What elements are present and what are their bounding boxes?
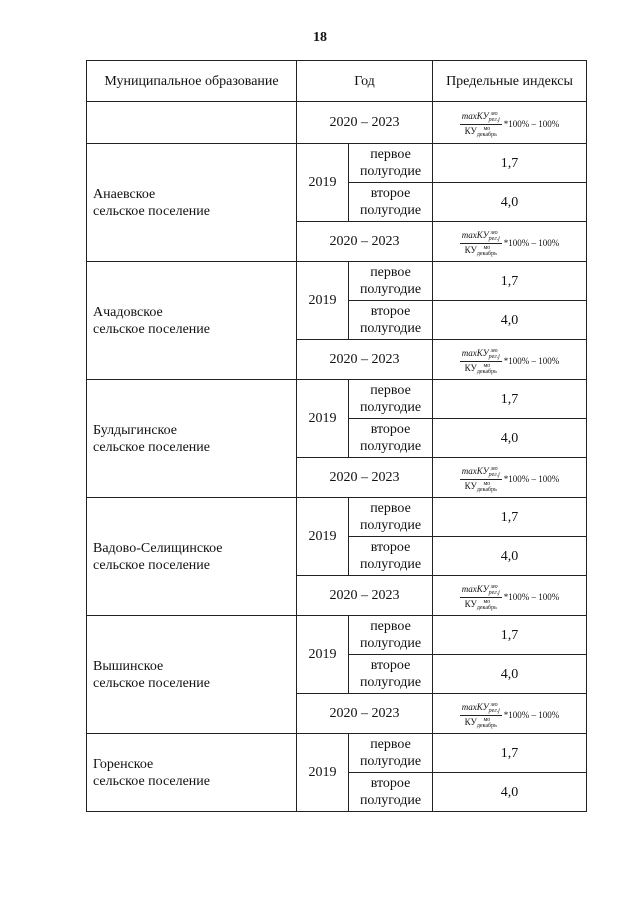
index-value: 4,0 xyxy=(433,537,587,576)
municipality-name-line1: Вышинское xyxy=(93,658,164,674)
formula-numerator-sup: мо xyxy=(490,229,498,236)
municipality-row-first-half xyxy=(87,616,587,655)
municipality-name-line2: сельское поселение xyxy=(93,773,210,789)
half-year-line1: второе xyxy=(370,540,411,555)
municipality-row-first-half xyxy=(87,498,587,537)
formula-numerator-sup: мо xyxy=(490,465,498,472)
formula-numerator-main: maxКУ xyxy=(461,348,489,359)
municipality-name-line1: Вадово-Селищинское xyxy=(93,540,223,556)
half-year-line1: второе xyxy=(370,422,411,437)
municipality-name xyxy=(87,498,297,616)
limit-formula xyxy=(460,230,560,257)
period-cell: 2020 – 2023 xyxy=(297,694,433,734)
half-year-line1: первое xyxy=(370,147,411,162)
index-value: 1,7 xyxy=(433,734,587,773)
formula-fraction xyxy=(460,702,502,729)
formula-numerator xyxy=(460,230,502,244)
formula-fraction xyxy=(460,348,502,375)
formula-fraction xyxy=(460,111,502,138)
formula-numerator-sub: рег.j xyxy=(488,116,500,123)
limit-formula xyxy=(460,348,560,375)
half-year-cell xyxy=(349,734,433,773)
formula-numerator-sup: мо xyxy=(490,347,498,354)
municipality-name-line2: сельское поселение xyxy=(93,203,210,219)
formula-numerator-sup: мо xyxy=(490,110,498,117)
formula-numerator-sup: мо xyxy=(490,583,498,590)
formula-denominator-main: КУ xyxy=(464,245,477,256)
limit-formula xyxy=(460,702,560,729)
formula-numerator-sub: рег.j xyxy=(488,353,500,360)
half-year-line1: второе xyxy=(370,186,411,201)
half-year-line2: полугодие xyxy=(359,439,422,454)
formula-denominator xyxy=(463,716,499,729)
index-value: 4,0 xyxy=(433,655,587,694)
municipality-row-first-half xyxy=(87,144,587,183)
formula-numerator xyxy=(460,702,502,716)
half-year-line2: полугодие xyxy=(359,400,422,415)
municipality-row-first-half xyxy=(87,380,587,419)
formula-denominator-sub: декабрь xyxy=(476,131,497,138)
municipality-name xyxy=(87,616,297,734)
municipality-name-line1: Булдыгинское xyxy=(93,422,178,438)
header-year: Год xyxy=(297,61,433,102)
year-cell: 2019 xyxy=(297,498,349,576)
formula-tail: *100% – 100% xyxy=(503,119,560,130)
half-year-line2: полугодие xyxy=(359,518,422,533)
formula-numerator-main: maxКУ xyxy=(461,111,489,122)
formula-denominator-sup: мо xyxy=(483,598,491,605)
year-cell: 2019 xyxy=(297,262,349,340)
limit-formula xyxy=(460,584,560,611)
formula-cell xyxy=(433,222,587,262)
formula-denominator-main: КУ xyxy=(464,717,477,728)
half-year-cell xyxy=(349,144,433,183)
limit-formula xyxy=(460,111,560,138)
formula-fraction xyxy=(460,584,502,611)
formula-denominator xyxy=(463,480,499,493)
period-cell: 2020 – 2023 xyxy=(297,340,433,380)
municipality-name xyxy=(87,144,297,262)
index-value: 4,0 xyxy=(433,773,587,812)
index-value: 4,0 xyxy=(433,183,587,222)
formula-tail: *100% – 100% xyxy=(503,710,560,721)
limit-formula xyxy=(460,466,560,493)
formula-denominator-sub: декабрь xyxy=(476,722,497,729)
half-year-line2: полугодие xyxy=(359,675,422,690)
index-value: 1,7 xyxy=(433,144,587,183)
index-value: 1,7 xyxy=(433,616,587,655)
half-year-line1: второе xyxy=(370,776,411,791)
municipality-name-line1: Горенское xyxy=(93,756,154,772)
summary-period: 2020 – 2023 xyxy=(297,102,433,144)
formula-denominator-sub: декабрь xyxy=(476,604,497,611)
formula-tail: *100% – 100% xyxy=(503,238,560,249)
half-year-line2: полугодие xyxy=(359,636,422,651)
formula-denominator-sub: декабрь xyxy=(476,250,497,257)
half-year-line1: первое xyxy=(370,737,411,752)
half-year-cell xyxy=(349,419,433,458)
header-limit: Предельные индексы xyxy=(433,61,587,102)
half-year-line1: первое xyxy=(370,265,411,280)
formula-numerator-main: maxКУ xyxy=(461,702,489,713)
half-year-cell xyxy=(349,616,433,655)
year-cell: 2019 xyxy=(297,144,349,222)
half-year-line1: второе xyxy=(370,304,411,319)
formula-numerator-sup: мо xyxy=(490,701,498,708)
municipality-name-line2: сельское поселение xyxy=(93,439,210,455)
formula-cell xyxy=(433,694,587,734)
municipality-name xyxy=(87,380,297,498)
formula-denominator xyxy=(463,598,499,611)
formula-numerator xyxy=(460,348,502,362)
formula-cell xyxy=(433,102,587,144)
municipality-name-line1: Ачадовское xyxy=(93,304,163,320)
half-year-line1: первое xyxy=(370,383,411,398)
formula-cell xyxy=(433,458,587,498)
formula-denominator-main: КУ xyxy=(464,363,477,374)
half-year-line2: полугодие xyxy=(359,557,422,572)
period-cell: 2020 – 2023 xyxy=(297,576,433,616)
formula-numerator-sub: рег.j xyxy=(488,707,500,714)
half-year-line2: полугодие xyxy=(359,203,422,218)
formula-denominator-sup: мо xyxy=(483,125,491,132)
municipality-row-first-half xyxy=(87,734,587,773)
municipality-name-line2: сельское поселение xyxy=(93,321,210,337)
formula-numerator xyxy=(460,584,502,598)
table-header-row xyxy=(87,61,587,102)
limit-index-table xyxy=(86,60,587,812)
half-year-cell xyxy=(349,537,433,576)
formula-denominator-sup: мо xyxy=(483,716,491,723)
period-cell: 2020 – 2023 xyxy=(297,458,433,498)
half-year-cell xyxy=(349,262,433,301)
formula-numerator xyxy=(460,111,502,125)
formula-tail: *100% – 100% xyxy=(503,592,560,603)
year-cell: 2019 xyxy=(297,734,349,812)
formula-denominator-sub: декабрь xyxy=(476,368,497,375)
formula-denominator-main: КУ xyxy=(464,126,477,137)
formula-tail: *100% – 100% xyxy=(503,474,560,485)
formula-cell xyxy=(433,340,587,380)
half-year-cell xyxy=(349,773,433,812)
formula-denominator-sup: мо xyxy=(483,244,491,251)
half-year-cell xyxy=(349,183,433,222)
period-cell: 2020 – 2023 xyxy=(297,222,433,262)
formula-numerator-main: maxКУ xyxy=(461,584,489,595)
municipality-name-line2: сельское поселение xyxy=(93,557,210,573)
formula-denominator xyxy=(463,125,499,138)
half-year-line1: второе xyxy=(370,658,411,673)
index-value: 1,7 xyxy=(433,262,587,301)
formula-denominator-main: КУ xyxy=(464,599,477,610)
formula-numerator-sub: рег.j xyxy=(488,589,500,596)
summary-empty-cell xyxy=(87,102,297,144)
municipality-name xyxy=(87,734,297,812)
formula-denominator-sup: мо xyxy=(483,362,491,369)
formula-denominator-sub: декабрь xyxy=(476,486,497,493)
half-year-cell xyxy=(349,498,433,537)
half-year-line2: полугодие xyxy=(359,282,422,297)
formula-denominator xyxy=(463,362,499,375)
formula-numerator-main: maxКУ xyxy=(461,230,489,241)
half-year-line2: полугодие xyxy=(359,754,422,769)
municipality-row-first-half xyxy=(87,262,587,301)
year-cell: 2019 xyxy=(297,616,349,694)
formula-denominator-sup: мо xyxy=(483,480,491,487)
index-value: 1,7 xyxy=(433,380,587,419)
half-year-line2: полугодие xyxy=(359,321,422,336)
formula-numerator-sub: рег.j xyxy=(488,235,500,242)
half-year-cell xyxy=(349,655,433,694)
formula-denominator xyxy=(463,244,499,257)
half-year-line2: полугодие xyxy=(359,793,422,808)
formula-numerator-sub: рег.j xyxy=(488,471,500,478)
half-year-line1: первое xyxy=(370,619,411,634)
summary-row xyxy=(87,102,587,144)
index-value: 1,7 xyxy=(433,498,587,537)
municipality-name-line1: Анаевское xyxy=(93,186,156,202)
index-value: 4,0 xyxy=(433,301,587,340)
half-year-line2: полугодие xyxy=(359,164,422,179)
half-year-line1: первое xyxy=(370,501,411,516)
header-municipality: Муниципальное образование xyxy=(87,61,297,102)
page-number: 18 xyxy=(313,30,327,45)
index-value: 4,0 xyxy=(433,419,587,458)
formula-fraction xyxy=(460,230,502,257)
formula-numerator xyxy=(460,466,502,480)
formula-numerator-main: maxКУ xyxy=(461,466,489,477)
half-year-cell xyxy=(349,380,433,419)
formula-fraction xyxy=(460,466,502,493)
half-year-cell xyxy=(349,301,433,340)
municipality-name xyxy=(87,262,297,380)
formula-cell xyxy=(433,576,587,616)
formula-denominator-main: КУ xyxy=(464,481,477,492)
municipality-name-line2: сельское поселение xyxy=(93,675,210,691)
formula-tail: *100% – 100% xyxy=(503,356,560,367)
year-cell: 2019 xyxy=(297,380,349,458)
